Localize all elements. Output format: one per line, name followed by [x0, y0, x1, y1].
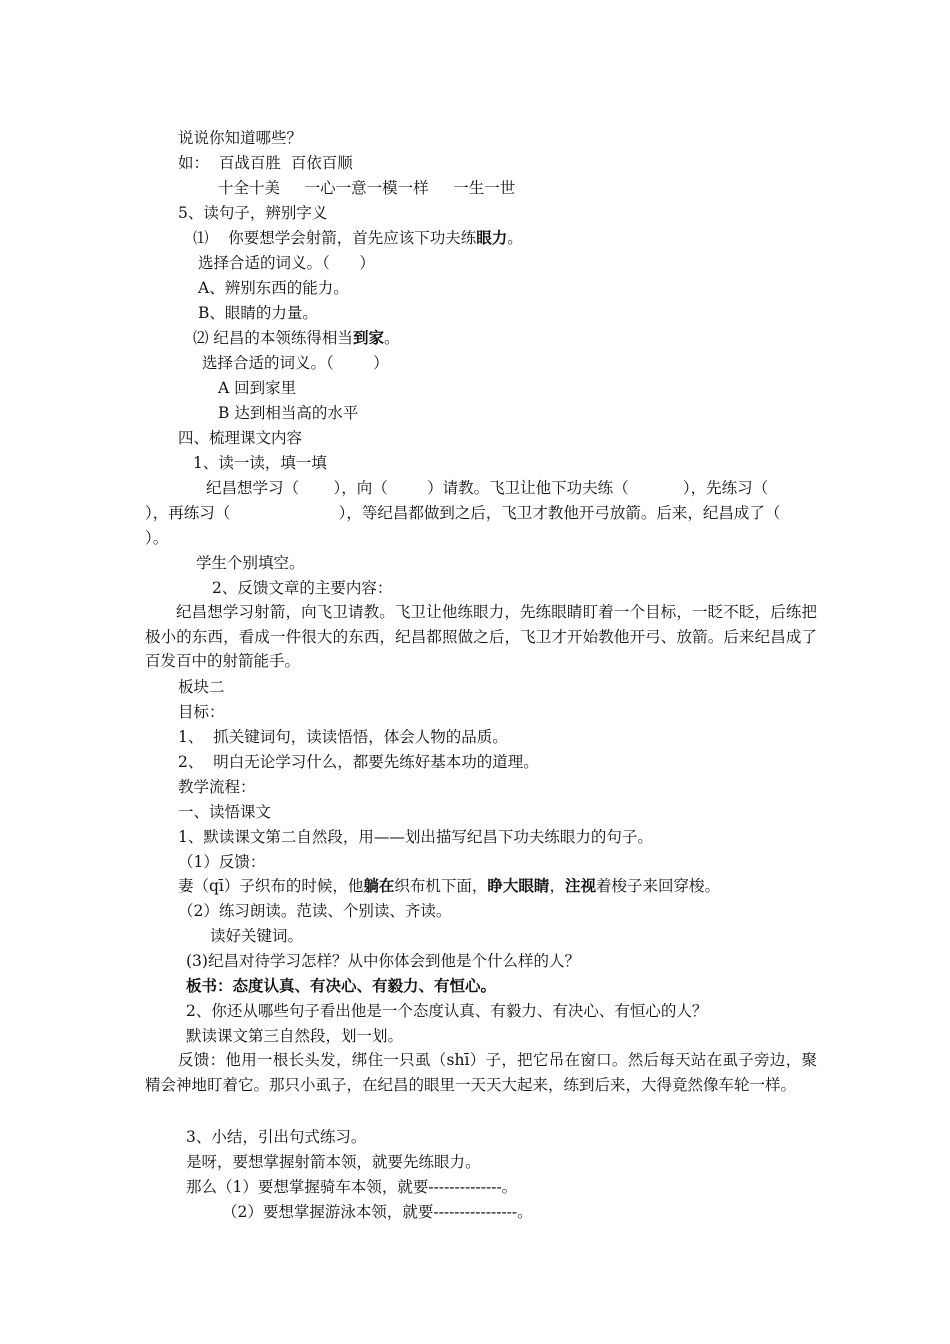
text-line: 教学流程： — [178, 778, 256, 796]
text-line: 3、小结，引出句式练习。 — [186, 1128, 367, 1146]
text-line: （1）反馈： — [178, 853, 266, 871]
text-line: 1、默读课文第二自然段，用——划出描写纪昌下功夫练眼力的句子。 — [178, 828, 653, 846]
text-segment: ⑵ 纪昌的本领练得相当 — [193, 329, 353, 347]
bold-keyword: 睁大眼睛 — [487, 876, 550, 895]
text-segment: 。 — [507, 229, 523, 247]
summary-paragraph: 纪昌想学习射箭，向飞卫请教。飞卫让他练眼力，先练眼睛盯着一个目标，一眨不眨，后练把极小的东西，看成一件很大的东西，纪昌都照做之后，飞卫才开始教他开弓、放箭。后来纪昌成了百发百中的射箭能手。 — [145, 603, 817, 670]
section-heading: 四、梳理课文内容 — [178, 429, 303, 447]
bold-keyword: 眼力 — [476, 228, 508, 247]
section-heading: 一、读悟课文 — [178, 803, 272, 821]
text-line: 那么（1）要想掌握骑车本领，就要--------------。 — [186, 1178, 518, 1196]
text-line: 1、读一读，填一填 — [193, 454, 327, 472]
text-line: B 达到相当高的水平 — [218, 404, 359, 422]
text-line: 纪昌想学习（ ），向（ ）请教。飞卫让他下功夫练（ ），先练习（ — [206, 479, 769, 497]
text-line: 读好关键词。 — [210, 927, 304, 945]
bold-keyword: 躺在 — [363, 876, 395, 895]
list-item: 2、 明白无论学习什么，都要先练好基本功的道理。 — [178, 753, 539, 771]
text-segment: ， — [549, 877, 565, 895]
text-line: ），再练习（ ），等纪昌都做到之后，飞卫才教他开弓放箭。后来，纪昌成了（ — [145, 504, 781, 522]
bold-keyword: 到家 — [352, 328, 384, 347]
text-segment: 。 — [383, 329, 400, 347]
text-line: 如： 百战百胜 百依百顺 — [178, 154, 353, 172]
text-line: 是呀，要想掌握射箭本领，就要先练眼力。 — [186, 1153, 481, 1171]
text-line: 2、反馈文章的主要内容： — [212, 579, 393, 597]
text-line: (3)纪昌对待学习怎样？从中你体会到他是个什么样的人？ — [186, 952, 580, 970]
text-line: 默读课文第三自然段，划一划。 — [186, 1027, 404, 1045]
section-heading: 板块二 — [178, 678, 225, 696]
text-line: （2）练习朗读。范读、个别读、齐读。 — [178, 902, 452, 920]
blackboard-note: 板书：态度认真、有决心、有毅力、有恒心。 — [186, 976, 497, 995]
text-line: 2、你还从哪些句子看出他是一个态度认真、有毅力、有决心、有恒心的人？ — [186, 1002, 708, 1020]
text-segment: 着梭子来回穿梭。 — [595, 877, 720, 895]
text-line: 说说你知道哪些？ — [178, 129, 303, 147]
list-item: 1、 抓关键词句，读读悟悟，体会人物的品质。 — [178, 728, 508, 746]
text-line: ）。 — [145, 529, 169, 547]
section-heading: 5、读句子，辨别字义 — [178, 204, 328, 222]
text-line: 十全十美 一心一意一模一样 一生一世 — [218, 179, 516, 197]
text-segment: 织布机下面， — [394, 877, 488, 895]
text-segment: 妻（qī）子织布的时候，他 — [178, 877, 364, 895]
feedback-paragraph: 反馈：他用一根长头发，绑住一只虱（shī）子，把它吊在窗口。然后每天站在虱子旁边，聚精会神地盯着它。那只小虱子，在纪昌的眼里一天天大起来，练到后来，大得竟然像车轮一样。 — [145, 1051, 817, 1094]
text-line: 目标： — [178, 703, 225, 721]
text-line — [193, 228, 523, 248]
text-line — [193, 328, 399, 348]
text-line: （2）要想掌握游泳本领，就要----------------。 — [222, 1203, 533, 1221]
text-line: 学生个别填空。 — [196, 554, 305, 572]
text-line: B、眼睛的力量。 — [198, 304, 318, 322]
text-line: 选择合适的词义。（ ） — [202, 354, 389, 372]
text-line: A、辨别东西的能力。 — [198, 279, 349, 297]
text-line: A 回到家里 — [218, 379, 297, 397]
text-segment: ⑴ 你要想学会射箭，首先应该下功夫练 — [193, 229, 477, 247]
text-line: 选择合适的词义。（ ） — [198, 254, 375, 272]
text-line — [178, 876, 720, 896]
bold-keyword: 注视 — [564, 876, 596, 895]
